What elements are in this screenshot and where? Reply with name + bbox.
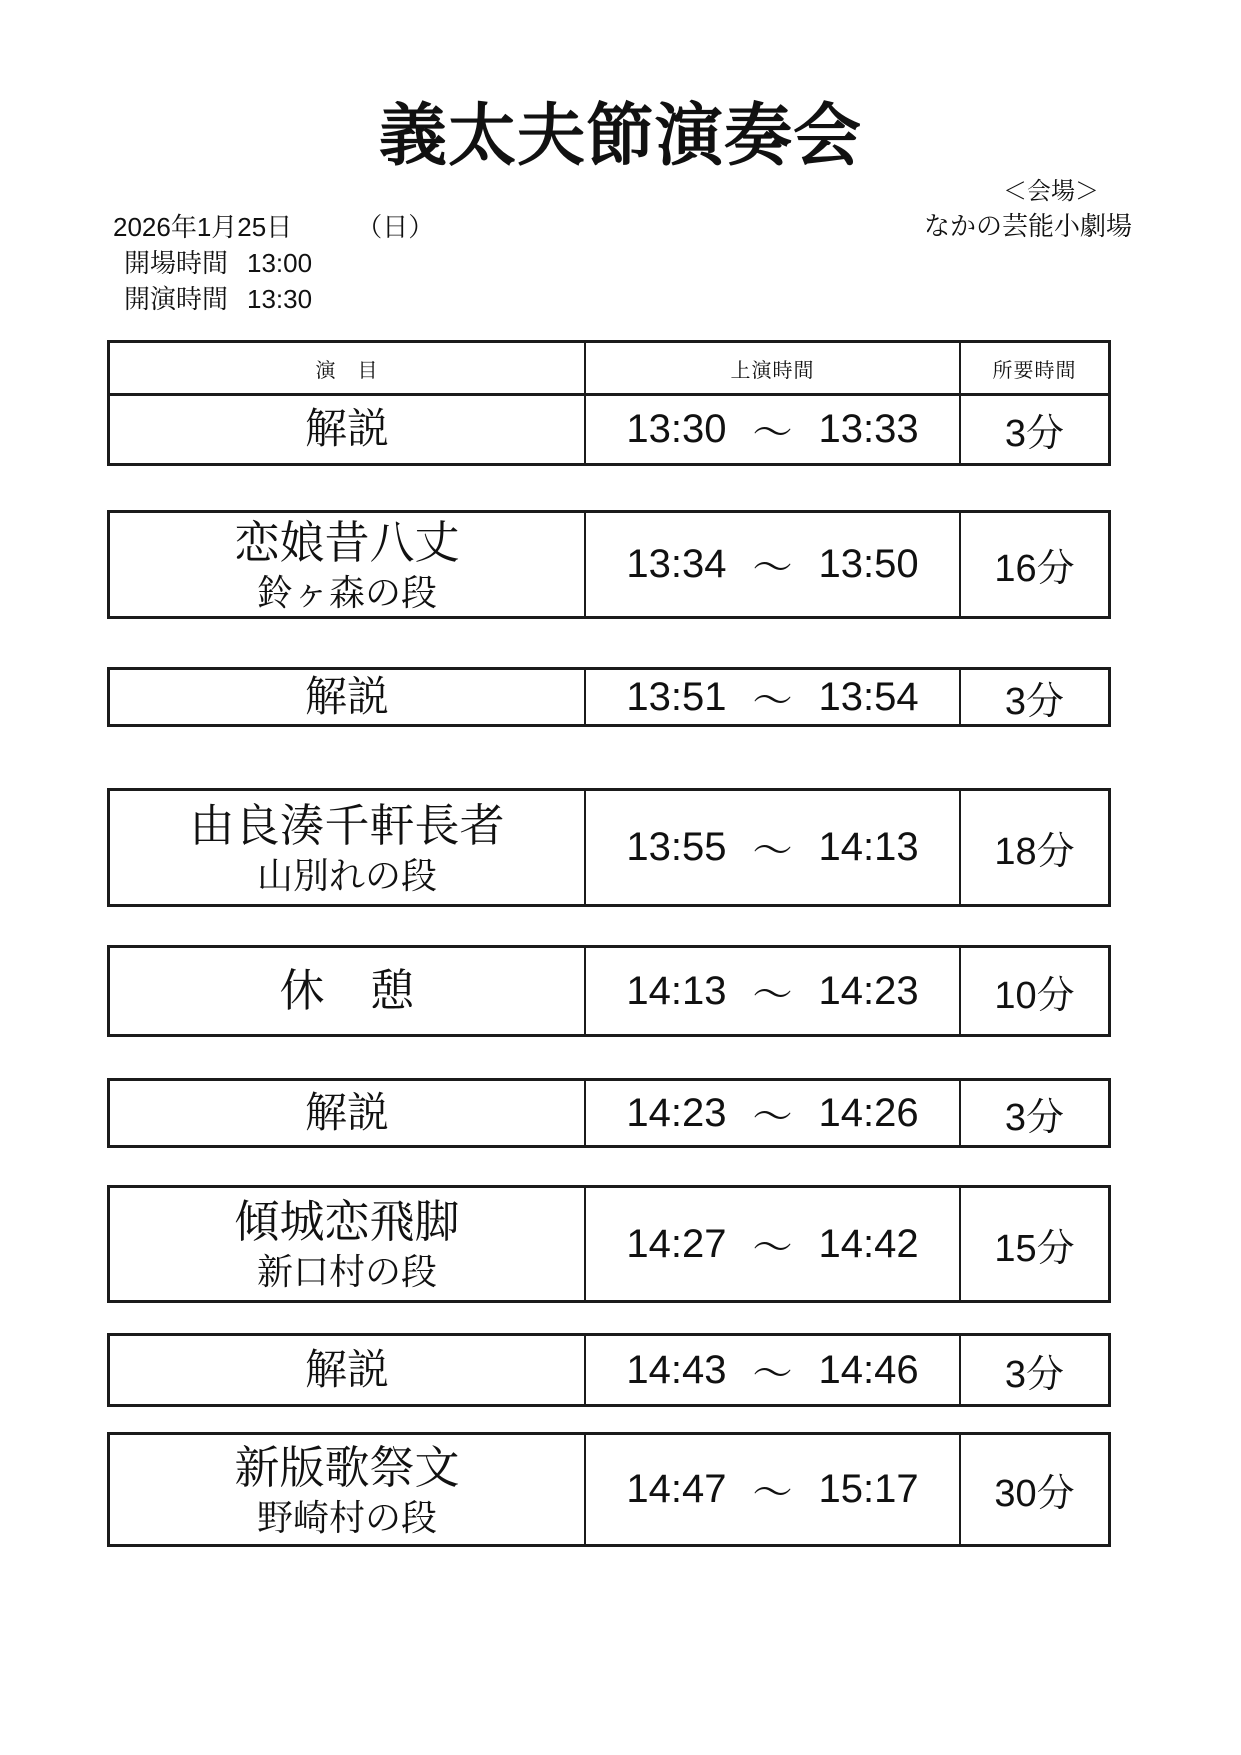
schedule-row-block xyxy=(107,667,1111,727)
program-title: 休 憩 xyxy=(279,965,415,1017)
schedule-row-block xyxy=(107,788,1111,907)
venue-name: なかの芸能小劇場 xyxy=(923,210,1132,241)
time-separator: ～ xyxy=(752,1351,793,1396)
page-title: 義太夫節演奏会 xyxy=(378,98,862,174)
program-row xyxy=(110,1188,1108,1300)
time-end: 14:46 xyxy=(818,1347,919,1392)
schedule-row-block xyxy=(107,1333,1111,1407)
program-duration: 16分 xyxy=(994,548,1075,590)
doors-open-label: 開場時間 xyxy=(124,248,229,278)
program-title: 解説 xyxy=(304,1088,389,1136)
doors-open-time: 13:00 xyxy=(247,248,313,278)
time-start: 13:34 xyxy=(626,542,727,586)
time-separator: ～ xyxy=(752,678,793,723)
schedule-header-row xyxy=(110,343,1108,396)
schedule-row-block xyxy=(107,1185,1111,1303)
program-subtitle: 新口村の段 xyxy=(256,1251,437,1293)
curtain-time: 13:30 xyxy=(247,284,313,314)
program-title: 解説 xyxy=(304,1345,389,1393)
time-separator: ～ xyxy=(752,411,793,455)
time-end: 14:23 xyxy=(818,968,919,1013)
col-header-time: 上演時間 xyxy=(586,343,961,393)
program-subtitle: 野崎村の段 xyxy=(256,1496,437,1538)
time-start: 14:47 xyxy=(626,1467,727,1511)
time-end: 13:54 xyxy=(818,674,919,719)
time-start: 14:23 xyxy=(626,1090,727,1135)
program-duration: 10分 xyxy=(994,974,1075,1017)
program-row xyxy=(110,396,1108,463)
program-title: 解説 xyxy=(304,672,389,720)
program-title: 恋娘昔八丈 xyxy=(234,516,460,568)
time-end: 14:13 xyxy=(818,825,919,869)
schedule-table xyxy=(107,340,1111,466)
time-start: 14:27 xyxy=(626,1221,727,1266)
event-date-line xyxy=(113,212,434,243)
program-subtitle: 鈴ヶ森の段 xyxy=(256,571,437,613)
event-date: 2026年1月25日 xyxy=(113,212,293,242)
venue-label: ＜会場＞ xyxy=(1003,178,1099,205)
time-separator: ～ xyxy=(752,1471,793,1515)
schedule-row-block xyxy=(107,1078,1111,1148)
time-separator: ～ xyxy=(752,829,793,873)
program-duration: 30分 xyxy=(994,1473,1075,1515)
program-row xyxy=(110,791,1108,904)
curtain-time-line xyxy=(124,284,312,315)
program-duration: 3分 xyxy=(1004,413,1065,455)
venue-block xyxy=(920,178,1136,242)
schedule-row-block xyxy=(107,1432,1111,1547)
program-title: 由良湊千軒長者 xyxy=(189,799,505,851)
time-start: 13:30 xyxy=(626,407,727,451)
program-title: 解説 xyxy=(304,405,389,453)
time-start: 13:51 xyxy=(626,674,727,719)
program-duration: 18分 xyxy=(994,831,1075,873)
program-row xyxy=(110,948,1108,1034)
doors-open-line xyxy=(124,248,312,279)
time-end: 13:50 xyxy=(818,542,919,586)
time-separator: ～ xyxy=(752,546,793,590)
program-row xyxy=(110,1081,1108,1145)
time-end: 13:33 xyxy=(818,407,919,451)
curtain-time-label: 開演時間 xyxy=(124,284,229,314)
time-separator: ～ xyxy=(752,1094,793,1139)
schedule-row-block xyxy=(107,945,1111,1037)
time-end: 14:26 xyxy=(818,1090,919,1135)
program-title: 傾城恋飛脚 xyxy=(234,1196,460,1248)
program-duration: 3分 xyxy=(1004,1353,1065,1396)
schedule-row-block xyxy=(107,510,1111,619)
program-duration: 15分 xyxy=(994,1227,1075,1270)
col-header-duration: 所要時間 xyxy=(992,359,1077,382)
program-duration: 3分 xyxy=(1004,1096,1065,1139)
program-subtitle: 山別れの段 xyxy=(256,854,437,896)
time-start: 14:13 xyxy=(626,968,727,1013)
time-end: 15:17 xyxy=(818,1467,919,1511)
program-row xyxy=(110,1435,1108,1544)
time-separator: ～ xyxy=(752,972,793,1017)
time-start: 14:43 xyxy=(626,1347,727,1392)
event-weekday: （日） xyxy=(356,212,435,242)
time-separator: ～ xyxy=(752,1225,793,1270)
program-row xyxy=(110,513,1108,616)
program-title: 新版歌祭文 xyxy=(234,1441,460,1493)
program-duration: 3分 xyxy=(1004,680,1065,723)
time-start: 13:55 xyxy=(626,825,727,869)
program-row xyxy=(110,1336,1108,1404)
col-header-program: 演 目 xyxy=(110,343,586,393)
time-end: 14:42 xyxy=(818,1221,919,1266)
program-row xyxy=(110,670,1108,724)
